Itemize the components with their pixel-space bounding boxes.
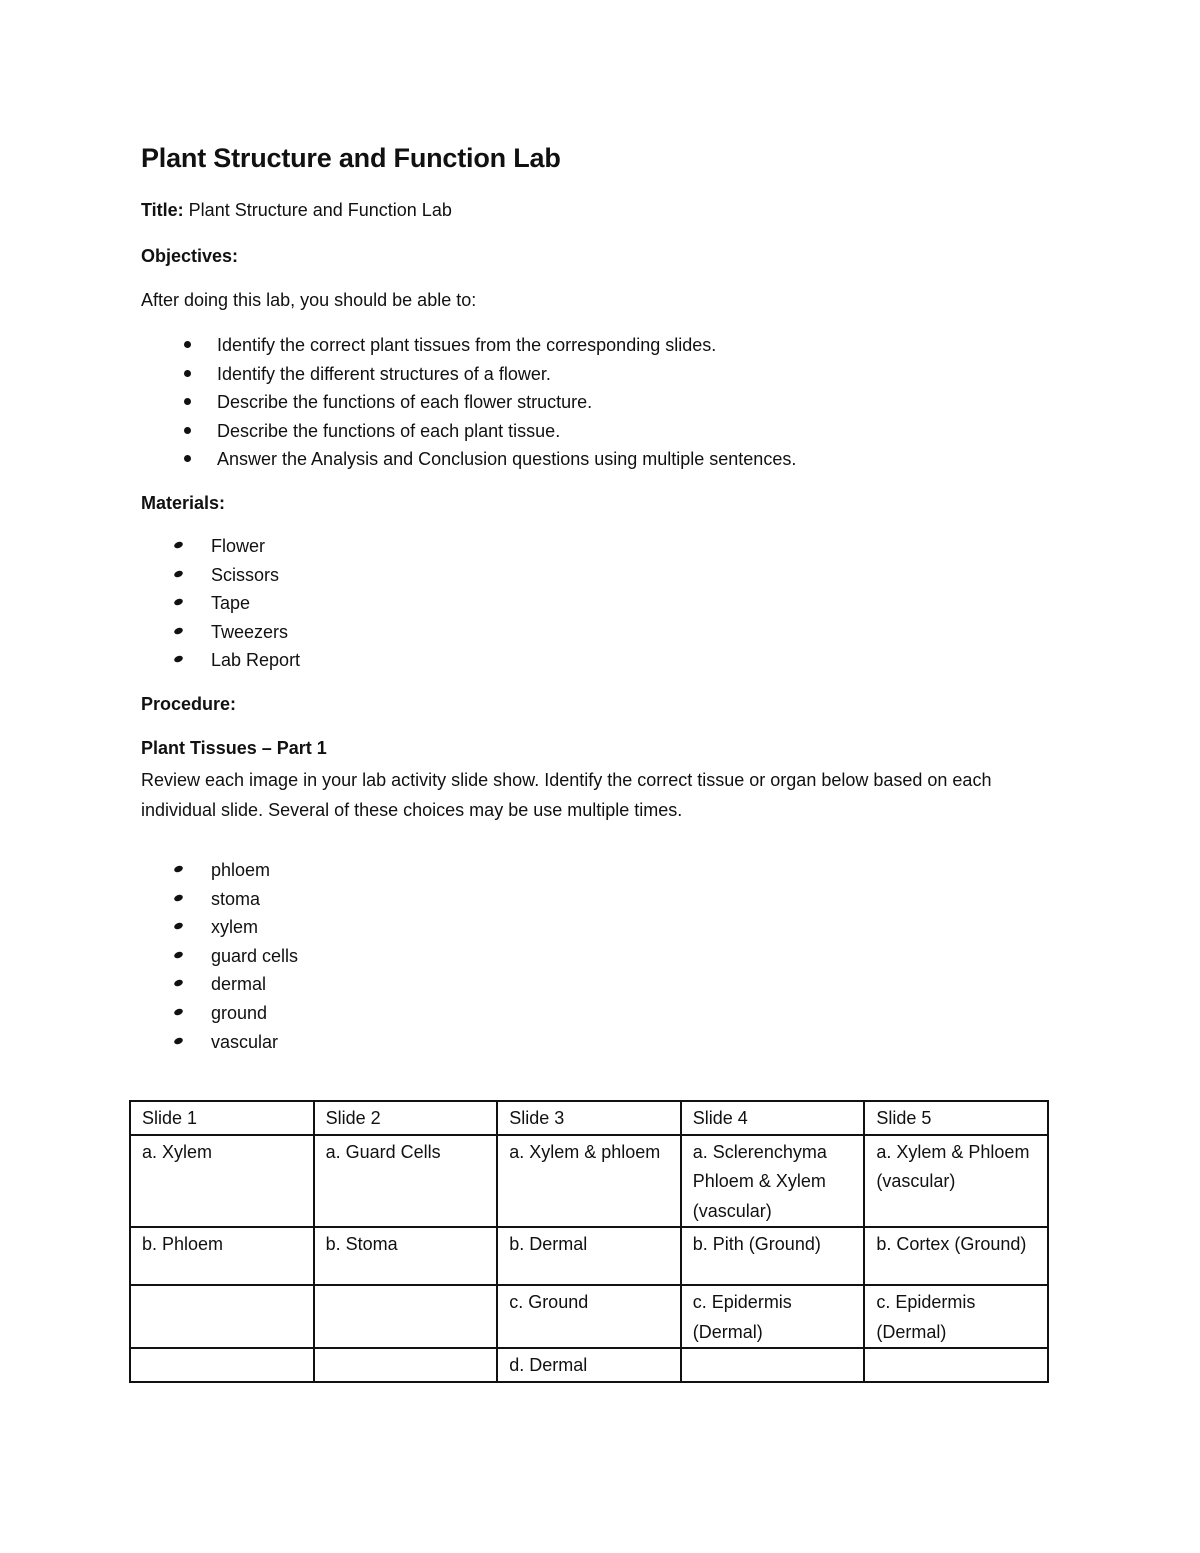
table-header-cell: Slide 2 <box>314 1101 498 1135</box>
part1-instructions: Review each image in your lab activity slide show. Identify the correct tissue or organ below based on each individual slide. Several of these choices may be use multiple times. <box>141 770 992 820</box>
table-cell <box>681 1348 865 1382</box>
bullet-icon <box>173 979 184 988</box>
bullet-icon <box>173 541 184 550</box>
table-cell: c. Ground <box>497 1285 681 1348</box>
objective-item: Describe the functions of each plant tissue. <box>217 417 796 446</box>
table-cell: a. Sclerenchyma Phloem & Xylem (vascular) <box>681 1135 865 1228</box>
bullet-icon <box>173 598 184 607</box>
material-item: Lab Report <box>211 646 300 675</box>
table-cell: a. Xylem & phloem <box>497 1135 681 1228</box>
objectives-list <box>217 331 796 474</box>
table-cell <box>314 1285 498 1348</box>
table-cell: b. Dermal <box>497 1227 681 1285</box>
bullet-icon <box>173 950 184 959</box>
table-cell: b. Phloem <box>130 1227 314 1285</box>
table-cell: a. Xylem & Phloem (vascular) <box>864 1135 1048 1228</box>
materials-list <box>211 532 300 675</box>
objectives-label: Objectives: <box>141 246 239 266</box>
table-cell: b. Pith (Ground) <box>681 1227 865 1285</box>
objective-item: Identify the different structures of a flower. <box>217 360 796 389</box>
bullet-icon <box>184 398 191 405</box>
table-cell <box>314 1348 498 1382</box>
tissue-choice-item: ground <box>211 999 298 1028</box>
bullet-icon <box>173 922 184 931</box>
part1-heading: Plant Tissues – Part 1 <box>141 738 327 758</box>
table-header-cell: Slide 5 <box>864 1101 1048 1135</box>
material-item: Tweezers <box>211 618 300 647</box>
objective-item: Describe the functions of each flower structure. <box>217 388 796 417</box>
table-cell: c. Epidermis (Dermal) <box>864 1285 1048 1348</box>
tissue-choice-item: xylem <box>211 913 298 942</box>
bullet-icon <box>173 569 184 578</box>
table-row <box>130 1285 1048 1348</box>
bullet-icon <box>173 1036 184 1045</box>
table-header-cell: Slide 1 <box>130 1101 314 1135</box>
table-cell: c. Epidermis (Dermal) <box>681 1285 865 1348</box>
objectives-intro: After doing this lab, you should be able to: <box>141 290 477 310</box>
table-row <box>130 1227 1048 1285</box>
bullet-icon <box>184 341 191 348</box>
table-cell: a. Guard Cells <box>314 1135 498 1228</box>
title-line <box>141 200 452 221</box>
tissue-choices-list <box>211 856 298 1056</box>
material-item: Flower <box>211 532 300 561</box>
bullet-icon <box>173 893 184 902</box>
tissue-choice-item: phloem <box>211 856 298 885</box>
table-cell: b. Cortex (Ground) <box>864 1227 1048 1285</box>
bullet-icon <box>184 455 191 462</box>
table-cell <box>864 1348 1048 1382</box>
material-item: Scissors <box>211 561 300 590</box>
table-row <box>130 1135 1048 1228</box>
tissue-choice-item: dermal <box>211 970 298 999</box>
table-cell: d. Dermal <box>497 1348 681 1382</box>
bullet-icon <box>173 655 184 664</box>
bullet-icon <box>173 1008 184 1017</box>
materials-label: Materials: <box>141 493 226 513</box>
table-row <box>130 1348 1048 1382</box>
slides-table <box>129 1100 1049 1383</box>
table-cell <box>130 1285 314 1348</box>
bullet-icon <box>173 626 184 635</box>
table-cell: b. Stoma <box>314 1227 498 1285</box>
title-label: Title: <box>141 200 184 220</box>
procedure-label: Procedure: <box>141 694 237 714</box>
bullet-icon <box>173 865 184 874</box>
tissue-choice-item: vascular <box>211 1028 298 1057</box>
tissue-choice-item: guard cells <box>211 942 298 971</box>
bullet-icon <box>184 370 191 377</box>
table-cell: a. Xylem <box>130 1135 314 1228</box>
objective-item: Answer the Analysis and Conclusion questions using multiple sentences. <box>217 445 796 474</box>
document-heading: Plant Structure and Function Lab <box>141 143 561 173</box>
table-header-cell: Slide 3 <box>497 1101 681 1135</box>
bullet-icon <box>184 427 191 434</box>
title-value: Plant Structure and Function Lab <box>183 200 452 220</box>
table-header-row <box>130 1101 1048 1135</box>
table-cell <box>130 1348 314 1382</box>
objective-item: Identify the correct plant tissues from the corresponding slides. <box>217 331 796 360</box>
tissue-choice-item: stoma <box>211 885 298 914</box>
table-header-cell: Slide 4 <box>681 1101 865 1135</box>
material-item: Tape <box>211 589 300 618</box>
